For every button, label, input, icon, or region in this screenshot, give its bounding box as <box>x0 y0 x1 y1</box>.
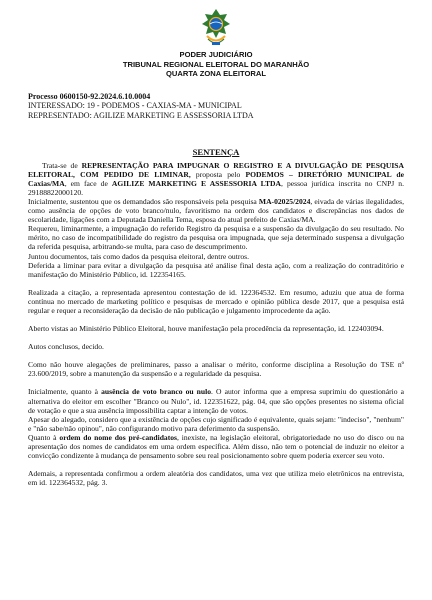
paragraph-4: Juntou documentos, tais como dados da pesquisa eleitoral, dentre outros. <box>28 251 250 261</box>
header-line-court: TRIBUNAL REGIONAL ELEITORAL DO MARANHÃO <box>122 59 310 69</box>
document-header <box>28 50 404 79</box>
represented-party: REPRESENTADO: AGILIZE MARKETING E ASSESSORIA LTDA <box>28 110 254 120</box>
document-body <box>28 161 404 488</box>
paragraph-6: Realizada a citação, a representada apresentou contestação de id. 122364532. Em resumo, aduziu que atua de forma contínua no mercado de marketing político e pesquisas de mercado e opinião pública desde 2017, que a pesquisa está regular e requer a reconsideração da decisão de não publicação e julgamento improcedente da ação. <box>28 287 404 315</box>
paragraph-2: Inicialmente, sustentou que os demandados são responsáveis pela pesquisa MA-02025/2024, eivada de várias ilegalidades, como ausência de opções de voto branco/nulo, favoritismo na ordem dos candidatos e discrepâncias nos dados de escolaridade, ligações com a Deputada Daniella Tema, esposa do atual prefeito de Caxias/MA. <box>28 196 404 225</box>
header-line-judiciary: PODER JUDICIÁRIO <box>179 50 253 59</box>
paragraph-1: Trata-se de REPRESENTAÇÃO PARA IMPUGNAR O REGISTRO E A DIVULGAÇÃO DE PESQUISA ELEITORAL, COM PEDIDO DE LIMINAR, proposta pelo PODEMOS – DIRETÓRIO MUNICIPAL de Caxias/MA, em face de AGILIZE MARKETING E ASSESSORIA LTDA, pessoa jurídica inscrita no CNPJ n. 29188822000120. <box>28 160 404 197</box>
paragraph-11: Apesar do alegado, considero que a existência de opções cujo significado é equivalente, quais sejam: "indeciso", "nenhum" e "não sabe/não opinou", não configurando motivo para deferimento da suspensão. <box>28 414 404 433</box>
paragraph-5: Deferida a liminar para evitar a divulgação da pesquisa até análise final desta ação, com a realização do contraditório e manifestação do Ministério Público, id. 122354165. <box>28 260 404 279</box>
process-number: Processo 0600150-92.2024.6.10.0004 <box>28 91 151 101</box>
header-line-zone: QUARTA ZONA ELEITORAL <box>166 69 266 79</box>
paragraph-8: Autos conclusos, decido. <box>28 342 104 352</box>
paragraph-13: Ademais, a representada confirmou a ordem aleatória dos candidatos, uma vez que utiliza meio eletrônicos na entrevista, em id. 122364532, pág. 3. <box>28 469 404 488</box>
paragraph-12: Quanto à ordem do nome dos pré-candidatos, inexiste, na legislação eleitoral, obrigatoriedade no uso do disco ou na apresentação dos nomes de candidatos em uma ordem específica. Além disso, não tem o potencial de induzir no eleitor a convicção condizente à mudança de pensamento sobre seu real posicionamento sobre quem poderia exercer seu voto. <box>28 432 404 461</box>
paragraph-3: Requereu, liminarmente, a impugnação do referido Registro da pesquisa e a suspensão da divulgação do seu resultado. No mérito, no caso de incompatibilidade do registro da pesquisa ora impugnada, que seja determinado suspensa a divulgação da referida pesquisa, arbitrando-se multa, para caso de descumprimento. <box>28 224 404 252</box>
paragraph-10: Inicialmente, quanto à ausência de voto branco ou nulo. O autor informa que a empresa suprimiu do questionário a alternativa do eleitor em escolher "Branco ou Nulo", id. 122351622, pág. 04, que são opções presentes no sistema oficial de votação e que a sua ausência impossibilita captar a intenção de votos. <box>28 387 404 415</box>
paragraph-7: Aberto vistas ao Ministério Público Eleitoral, houve manifestação pela procedência da representação, id. 122403094. <box>28 324 384 334</box>
interested-party: INTERESSADO: 19 - PODEMOS - CAXIAS-MA - MUNICIPAL <box>28 101 242 111</box>
coat-of-arms-icon <box>201 8 231 48</box>
case-info <box>28 92 404 121</box>
document-title: SENTENÇA <box>192 146 240 157</box>
paragraph-9: Como não houve alegações de preliminares, passo a analisar o mérito, conforme disciplina a Resolução do TSE nº 23.600/2019, sobre a manutenção da suspensão e a regularidade da pesquisa. <box>28 360 404 379</box>
